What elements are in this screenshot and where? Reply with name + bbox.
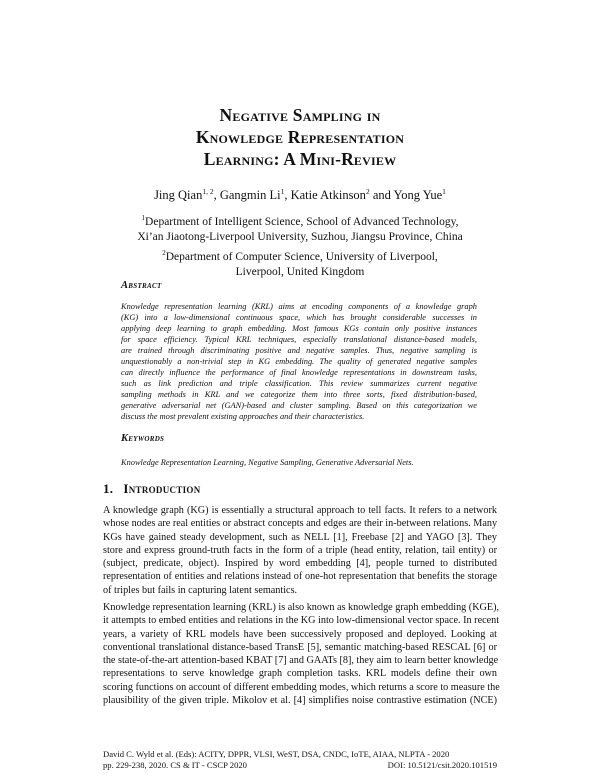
paragraph-line: whose nodes are real entities or abstract concepts and edges are their in-between relations. Many xyxy=(103,518,498,530)
affiliation-text: Department of Computer Science, University of Liverpool, xyxy=(165,250,438,263)
intro-paragraph-2 xyxy=(103,601,500,707)
abstract-line: for space efficiency. Typical KRL techniques, especially translational distance-based models, xyxy=(121,335,477,344)
affiliations xyxy=(0,211,600,281)
paragraph-line: representation of entities and relations instead of one-hot representation that benefits the storage xyxy=(103,571,497,583)
paragraph-line: representations to serve knowledge graph completion tasks. KRL models define their own xyxy=(103,668,497,680)
abstract-line: applying deep learning to graph embedding. Most famous KGs contain only positive instances xyxy=(121,324,477,333)
page-footer xyxy=(103,749,497,770)
paragraph-line: Knowledge representation learning (KRL) is also known as knowledge graph embedding (KGE), xyxy=(103,602,500,613)
paragraph-line: of triples but fails in capturing latent semantics. xyxy=(103,584,298,596)
author-name: Jing Qian xyxy=(154,188,203,203)
author-affiliation-mark: 2 xyxy=(365,187,370,196)
author-name: Gangmin Li xyxy=(219,188,281,203)
footer-line-2 xyxy=(103,760,497,771)
intro-paragraph-1 xyxy=(103,504,497,597)
abstract-body xyxy=(121,301,477,422)
affiliation-text: Department of Intelligent Science, School of Advanced Technology, xyxy=(145,215,459,228)
paragraph-line: plausibility of the given triple. Mikolov et al. [4] simplifies noise contrastive estimation (NCE) xyxy=(103,695,497,707)
abstract-line: sampling methods in KRL and we categorize them into three sorts, fixed distribution-based, xyxy=(121,390,477,399)
author-separator: and xyxy=(369,188,394,203)
author-name: Katie Atkinson xyxy=(290,188,366,203)
keywords-text: Knowledge Representation Learning, Negative Sampling, Generative Adversarial Nets. xyxy=(121,458,414,467)
abstract-line: can directly influence the performance of final knowledge representations in downstream tasks, xyxy=(121,368,477,377)
author-list xyxy=(0,187,600,203)
affiliation-line: Xi’an Jiaotong-Liverpool University, Suzhou, Jiangsu Province, China xyxy=(137,231,463,244)
abstract-line: generative adversarial net (GAN)-based and cluster sampling. Based on this categorization we xyxy=(121,401,477,410)
paragraph-line: store and express ground-truth facts in the form of a triple (head entity, relation, tail entity) or xyxy=(103,544,497,556)
title-line: Learning: A Mini-Review xyxy=(203,149,397,169)
paragraph-line: conventional translational distance-based TransE [5], semantic matching-based RESCAL [6] or xyxy=(103,641,497,653)
affiliation-line xyxy=(0,211,600,230)
title-line: Negative Sampling in xyxy=(219,105,381,125)
affiliation-mark: 1 xyxy=(141,214,146,222)
footer-doi: DOI: 10.5121/csit.2020.101519 xyxy=(387,759,497,770)
author-affiliation-mark: 1, 2 xyxy=(202,187,214,196)
paragraph-line: KGs have gained steady development, such as NELL [1], Freebase [2] and YAGO [3]. They xyxy=(103,531,497,543)
author-separator: , xyxy=(213,188,220,203)
paper-title xyxy=(0,104,600,170)
author-affiliation-mark: 1 xyxy=(442,187,446,196)
footer-pages: pp. 229-238, 2020. CS & IT - CSCP 2020 xyxy=(103,759,247,770)
author-affiliation-mark: 1 xyxy=(280,187,285,196)
affiliation-line: Liverpool, United Kingdom xyxy=(235,266,365,279)
paragraph-line: it attempts to embed entities and relations in the KG into low-dimensional vector space. In recent xyxy=(103,615,500,627)
section-title: Introduction xyxy=(123,481,201,496)
abstract-line: (KG) into a low-dimensional continuous space, which has brought considerable successes in xyxy=(121,313,477,322)
paragraph-line: scoring functions on account of different embedding modes, which returns a score to measure the xyxy=(103,681,500,693)
affiliation-line xyxy=(0,246,600,265)
abstract-line: unquestionably a non-trivial step in KG embedding. The quality of generated negative samples xyxy=(121,357,477,366)
keywords-heading: Keywords xyxy=(121,433,165,444)
paragraph-line: the state-of-the-art attention-based KBAT [7] and GAATs [8], they aim to learn better knowledge xyxy=(103,655,499,667)
footer-proceedings: David C. Wyld et al. (Eds): ACITY, DPPR, VLSI, WeST, DSA, CNDC, IoTE, AIAA, NLPTA - 2020 xyxy=(103,749,450,759)
abstract-heading: Abstract xyxy=(121,280,162,291)
abstract-line: are trained through discriminating positive and negative samples. Thus, negative sampling is xyxy=(121,346,477,355)
paragraph-line: years, a variety of KRL models have been successively proposed and deployed. Looking at xyxy=(103,628,497,640)
paragraph-line: (subject, predicate, object). Inspired by word embedding [4], people turned to distributed xyxy=(103,558,497,570)
paragraph-line: A knowledge graph (KG) is essentially a structural approach to tell facts. It refers to a network xyxy=(103,505,497,516)
affiliation-mark: 2 xyxy=(162,248,166,257)
author-name: Yong Yue xyxy=(393,188,443,203)
author-separator: , xyxy=(284,188,291,203)
abstract-line: such as link prediction and triple classification. This review summarizes current negative xyxy=(121,379,477,388)
section-heading xyxy=(103,481,201,497)
title-line: Knowledge Representation xyxy=(195,127,405,147)
abstract-line: Knowledge representation learning (KRL) aims at encoding components of a knowledge graph xyxy=(121,302,477,311)
abstract-line: discuss the most prevalent existing approaches and their characteristics. xyxy=(121,412,365,421)
section-number: 1. xyxy=(103,481,114,496)
